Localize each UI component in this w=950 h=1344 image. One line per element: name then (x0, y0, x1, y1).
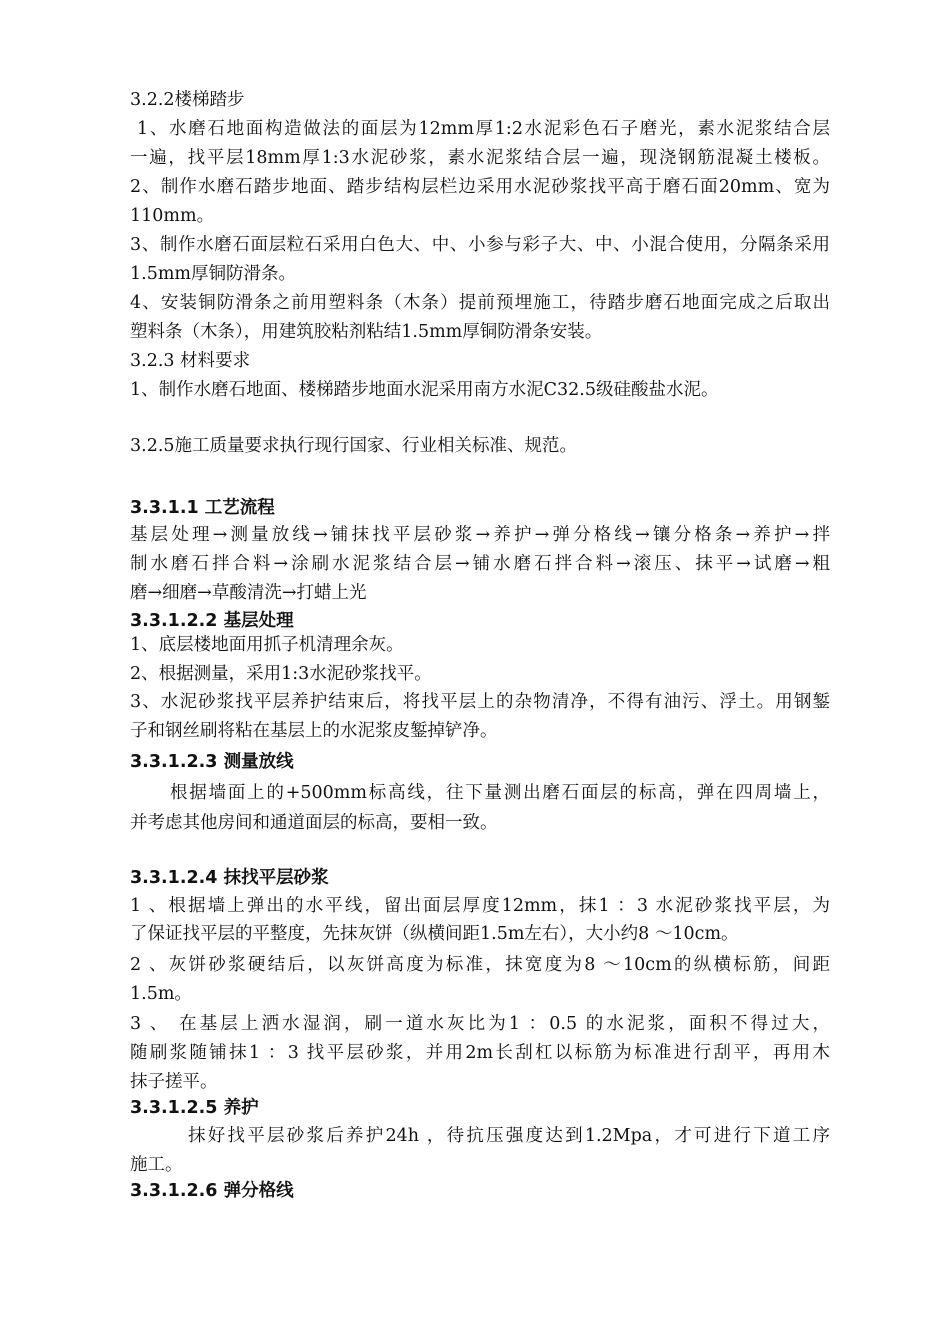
paragraph-line: 3、水泥砂浆找平层养护结束后，将找平层上的杂物清净，不得有油污、浮土。用钢錾 (130, 692, 830, 712)
section-heading: 3.3.1.2.2 基层处理 (130, 611, 294, 631)
paragraph-line: 1.5mm厚铜防滑条。 (130, 264, 297, 284)
section-heading: 3.2.2楼梯踏步 (130, 90, 245, 110)
paragraph-line: 3.2.5施工质量要求执行现行国家、行业相关标准、规范。 (130, 436, 578, 456)
paragraph-line: 1、水磨石地面构造做法的面层为12mm厚1:2水泥彩色石子磨光，素水泥浆结合层 (137, 119, 830, 139)
paragraph-line: 并考虑其他房间和通道面层的标高，要相一致。 (130, 813, 498, 833)
paragraph-line: 1 、根据墙上弹出的水平线，留出面层厚度12mm，抹1 ：3 水泥砂浆找平层，为 (130, 896, 830, 916)
paragraph-line: 1、底层楼地面用抓子机清理余灰。 (130, 635, 404, 655)
paragraph-line: 一遍，找平层18mm厚1:3水泥砂浆，素水泥浆结合层一遍，现浇钢筋混凝土楼板。 (130, 148, 830, 168)
section-heading: 3.3.1.2.4 抹找平层砂浆 (130, 868, 329, 888)
paragraph-line: 2、制作水磨石踏步地面、踏步结构层栏边采用水泥砂浆找平高于磨石面20mm、宽为 (130, 177, 830, 197)
paragraph-line: 抹好找平层砂浆后养护24h ，待抗压强度达到1.2Mpa，才可进行下道工序 (188, 1126, 830, 1146)
paragraph-line: 110mm。 (130, 206, 215, 226)
section-heading: 3.3.1.1 工艺流程 (130, 498, 275, 518)
paragraph-line: 1、制作水磨石地面、楼梯踏步地面水泥采用南方水泥C32.5级硅酸盐水泥。 (130, 380, 719, 400)
section-heading: 3.2.3 材料要求 (130, 351, 251, 371)
paragraph-line: 磨→细磨→草酸清洗→打蜡上光 (130, 583, 367, 603)
paragraph-line: 1.5m。 (130, 984, 192, 1004)
paragraph-line: 了保证找平层的平整度，先抹灰饼（纵横间距1.5m左右），大小约8 ～10cm。 (130, 924, 739, 944)
paragraph-line: 根据墙面上的+500mm标高线，往下量测出磨石面层的标高，弹在四周墙上， (170, 783, 830, 803)
paragraph-line: 随刷浆随铺抹1 ：3 找平层砂浆，并用2m长刮杠以标筋为标准进行刮平，再用木 (130, 1043, 830, 1063)
paragraph-line: 施工。 (130, 1155, 183, 1175)
paragraph-line: 2、根据测量，采用1:3水泥砂浆找平。 (130, 664, 432, 684)
paragraph-line: 制水磨石拌合料→涂刷水泥浆结合层→铺水磨石拌合料→滚压、抹平→试磨→粗 (130, 554, 830, 574)
section-heading: 3.3.1.2.6 弹分格线 (130, 1181, 294, 1201)
paragraph-line: 3、制作水磨石面层粒石采用白色大、中、小参与彩子大、中、小混合使用，分隔条采用 (130, 235, 830, 255)
paragraph-line: 基层处理→测量放线→铺抹找平层砂浆→养护→弹分格线→镶分格条→养护→拌 (130, 525, 830, 545)
paragraph-line: 4、安装铜防滑条之前用塑料条（木条）提前预埋施工，待踏步磨石地面完成之后取出 (130, 293, 830, 313)
paragraph-line: 2 、灰饼砂浆硬结后，以灰饼高度为标准，抹宽度为8 ～10cm的纵横标筋，间距 (130, 955, 830, 975)
section-heading: 3.3.1.2.3 测量放线 (130, 752, 294, 772)
paragraph-line: 塑料条（木条），用建筑胶粘剂粘结1.5mm厚铜防滑条安装。 (130, 322, 603, 342)
section-heading: 3.3.1.2.5 养护 (130, 1098, 259, 1118)
paragraph-line: 3 、 在基层上洒水湿润，刷一道水灰比为1 ：0.5 的水泥浆，面积不得过大， (130, 1014, 830, 1034)
paragraph-line: 抹子搓平。 (130, 1072, 218, 1092)
paragraph-line: 子和钢丝刷将粘在基层上的水泥浆皮錾掉铲净。 (130, 721, 498, 741)
